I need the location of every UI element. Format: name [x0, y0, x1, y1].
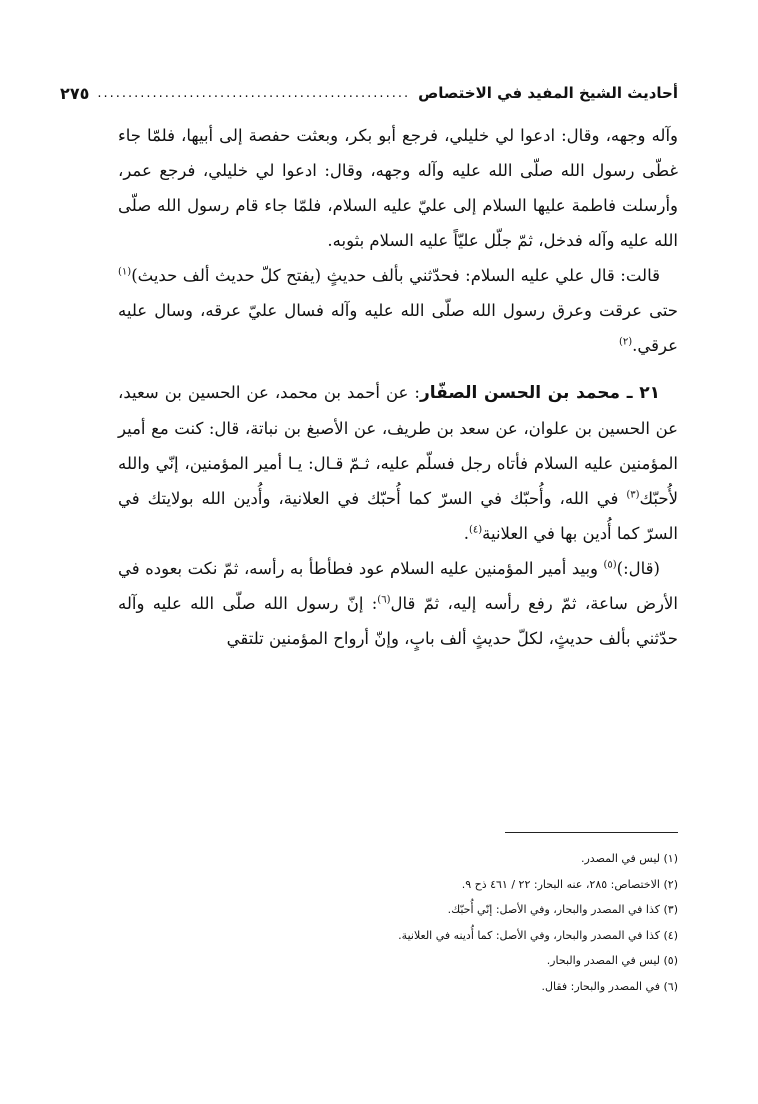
- footnote-ref: (٢): [618, 336, 633, 348]
- footnotes: [118, 846, 678, 999]
- paragraph-text: حتى عرقت وعرق رسول الله صلّى الله عليه وآله فسال عليّ عرقه، وسال عليه عرقي.: [118, 301, 678, 355]
- hadith-paragraph: [118, 375, 678, 551]
- footnote-ref: (٣): [626, 489, 640, 501]
- footnote-ref: (٥): [603, 559, 617, 571]
- paragraph-text: : إنّ رسول الله صلّى الله عليه وآله حدّثني بألف حديثٍ، لكلّ حديثٍ ألف بابٍ، وإنّ أرواح المؤمنين تلتقي: [118, 594, 678, 648]
- footnote-ref: (٤): [468, 524, 483, 536]
- paragraph-text: : عن أحمد بن محمد، عن الحسين بن سعيد، عن الحسين بن علوان، عن سعد بن طريف، عن الأصبغ بن نباتة، قال: كنت مع أمير المؤمنين عليه السلام فأتاه رجل فسلّم عليه، ثـمّ قـال: يـا أمير المؤمنين، إنّي والله لأُحبّك: [118, 383, 678, 508]
- paragraph-text: .: [463, 524, 469, 543]
- footnote: (٣) كذا في المصدر والبحار، وفي الأصل: إنّي أُحبّك.: [447, 903, 678, 916]
- footnote: (١) ليس في المصدر.: [580, 852, 678, 865]
- main-text: [118, 118, 678, 656]
- paragraph: [118, 551, 678, 656]
- running-title: أحاديث الشيخ المفيد في الاختصاص: [418, 84, 678, 102]
- footnote: (٢) الاختصاص: ٢٨٥، عنه البحار: ٢٢ / ٤٦١ ذح ٩.: [461, 877, 678, 891]
- footnote: (٦) في المصدر والبحار: فقال.: [541, 979, 678, 993]
- footnote: (٤) كذا في المصدر والبحار، وفي الأصل: كما أُدينه في العلانية.: [398, 928, 678, 942]
- paragraph-text: وآله وجهه، وقال: ادعوا لي خليلي، فرجع أبو بكر، وبعثت حفصة إلى أبيها، فلمّا جاء غطّى رسول الله صلّى الله عليه وآله وجهه، وقال: ادعوا لي خليلي، فرجع عمر، وأرسلت فاطمة عليها السلام إلى عليّ عليه السلام، فلمّا جاء قام رسول الله صلّى الله عليه وآله فدخل، ثمّ جلّل عليّاً عليه السلام بثوبه.: [118, 126, 678, 250]
- paragraph: [118, 118, 678, 258]
- paragraph-text: (قال:): [616, 559, 660, 578]
- footnote-ref: (٦): [377, 594, 391, 606]
- paragraph-text: وبيد أمير المؤمنين عليه السلام عود فطأطأ به رأسه، ثمّ نكت بعوده في الأرض ساعة، ثمّ رفع رأسه إليه، ثمّ قال: [118, 559, 679, 613]
- page-header: [60, 78, 678, 108]
- footnote-separator: [505, 832, 678, 833]
- paragraph-text: في الله، وأُحبّك في السرّ كما أُحبّك في العلانية، وأُدين الله بولايتك في السرّ كما أُدين بها في العلانية: [118, 489, 678, 543]
- paragraph: [118, 258, 678, 363]
- narrator-name: محمد بن الحسن الصفّار: [419, 383, 621, 403]
- hadith-number: ٢١ ـ: [620, 383, 661, 403]
- footnote-ref: (١): [118, 266, 132, 278]
- page-number: ٢٧٥: [60, 83, 90, 103]
- footnote: (٥) ليس في المصدر والبحار.: [546, 954, 678, 967]
- dot-leader: ...................................................: [97, 85, 411, 101]
- paragraph-text: قالت: قال علي عليه السلام: فحدّثني بألف حديثٍ (يفتح كلّ حديث ألف حديث): [131, 266, 660, 285]
